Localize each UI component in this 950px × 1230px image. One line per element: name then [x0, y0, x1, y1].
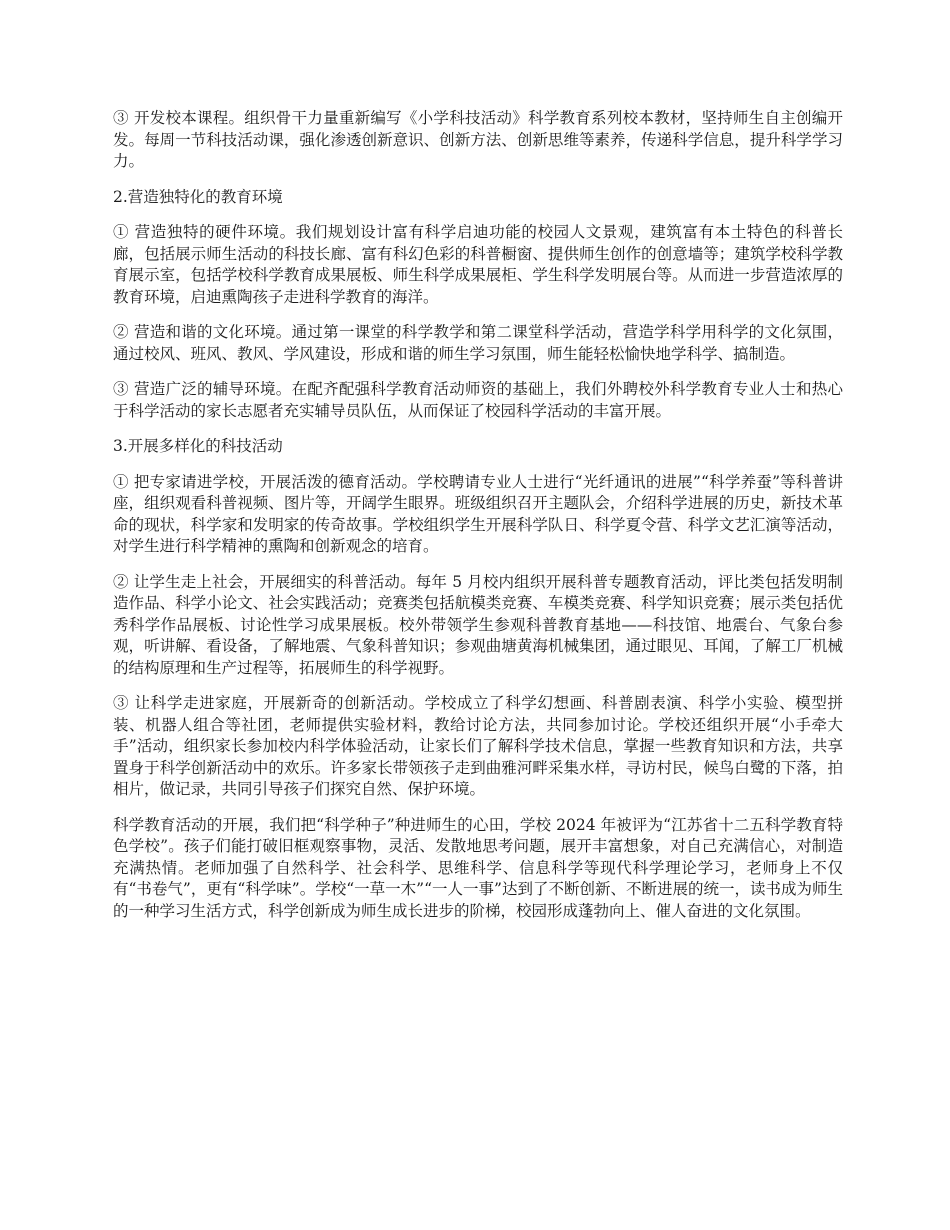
- paragraph-experts-activities: ① 把专家请进学校，开展活泼的德育活动。学校聘请专业人士进行“光纤通讯的进展”“科学养蚕”等科普讲座，组织观看科普视频、图片等，开阔学生眼界。班级组织召开主题队会，介绍科学进展的历史，新技术革命的现状，科学家和发明家的传奇故事。学校组织学生开展科学队日、科学夏令营、科学文艺汇演等活动，对学生进行科学精神的熏陶和创新观念的培育。: [113, 472, 843, 555]
- document-body: [113, 108, 843, 936]
- paragraph-family-activities: ③ 让科学走进家庭，开展新奇的创新活动。学校成立了科学幻想画、科普剧表演、科学小实验、模型拼装、机器人组合等社团，老师提供实验材料，教给讨论方法，共同参加讨论。学校还组织开展“小手牵大手”活动，组织家长参加校内科学体验活动，让家长们了解科学技术信息，掌握一些教育知识和方法，共享置身于科学创新活动中的欢乐。许多家长带领孩子走到曲雅河畔采集水样，寻访村民，候鸟白鹭的下落，拍相片，做记录，共同引导孩子们探究自然、保护环境。: [113, 694, 843, 798]
- section-heading-activities: 3.开展多样化的科技活动: [113, 437, 283, 455]
- paragraph-hardware-environment: ① 营造独特的硬件环境。我们规划设计富有科学启迪功能的校园人文景观，建筑富有本土特色的科普长廊，包括展示师生活动的科技长廊、富有科幻色彩的科普橱窗、提供师生创作的创意墙等；建筑学校科学教育展示室，包括学校科学教育成果展板、师生科学成果展柜、学生科学发明展台等。从而进一步营造浓厚的教育环境，启迪熏陶孩子走进科学教育的海洋。: [113, 223, 843, 306]
- paragraph-conclusion: 科学教育活动的开展，我们把“科学种子”种进师生的心田，学校 2024 年被评为“江苏省十二五科学教育特色学校”。孩子们能打破旧框观察事物，灵活、发散地思考问题，展开丰富想象，对自己充满信心，对制造充满热情。老师加强了自然科学、社会科学、思维科学、信息科学等现代科学理论学习，老师身上不仅有“书卷气”，更有“科学味”。学校“一草一木”“一人一事”达到了不断创新、不断进展的统一，读书成为师生的一种学习生活方式，科学创新成为师生成长进步的阶梯，校园形成蓬勃向上、催人奋进的文化氛围。: [113, 815, 843, 920]
- paragraph-tutoring-environment: ③ 营造广泛的辅导环境。在配齐配强科学教育活动师资的基础上，我们外聘校外科学教育专业人士和热心于科学活动的家长志愿者充实辅导员队伍，从而保证了校园科学活动的丰富开展。: [113, 380, 843, 420]
- paragraph-cultural-environment: ② 营造和谐的文化环境。通过第一课堂的科学教学和第二课堂科学活动，营造学科学用科学的文化氛围，通过校风、班风、教风、学风建设，形成和谐的师生学习氛围，师生能轻松愉快地学科学、搞制造。: [113, 323, 843, 363]
- paragraph-society-activities: ② 让学生走上社会，开展细实的科普活动。每年 5 月校内组织开展科普专题教育活动，评比类包括发明制造作品、科学小论文、社会实践活动；竞赛类包括航模类竞赛、车模类竞赛、科学知识竞赛；展示类包括优秀科学作品展板、讨论性学习成果展板。校外带领学生参观科普教育基地——科技馆、地震台、气象台参观，听讲解、看设备，了解地震、气象科普知识；参观曲塘黄海机械集团，通过眼见、耳闻，了解工厂机械的结构原理和生产过程等，拓展师生的科学视野。: [113, 572, 843, 677]
- paragraph-develop-curriculum: ③ 开发校本课程。组织骨干力量重新编写《小学科技活动》科学教育系列校本教材，坚持师生自主创编开发。每周一节科技活动课，强化渗透创新意识、创新方法、创新思维等素养，传递科学信息，提升科学学习力。: [113, 109, 843, 170]
- section-heading-environment: 2.营造独特化的教育环境: [113, 187, 283, 206]
